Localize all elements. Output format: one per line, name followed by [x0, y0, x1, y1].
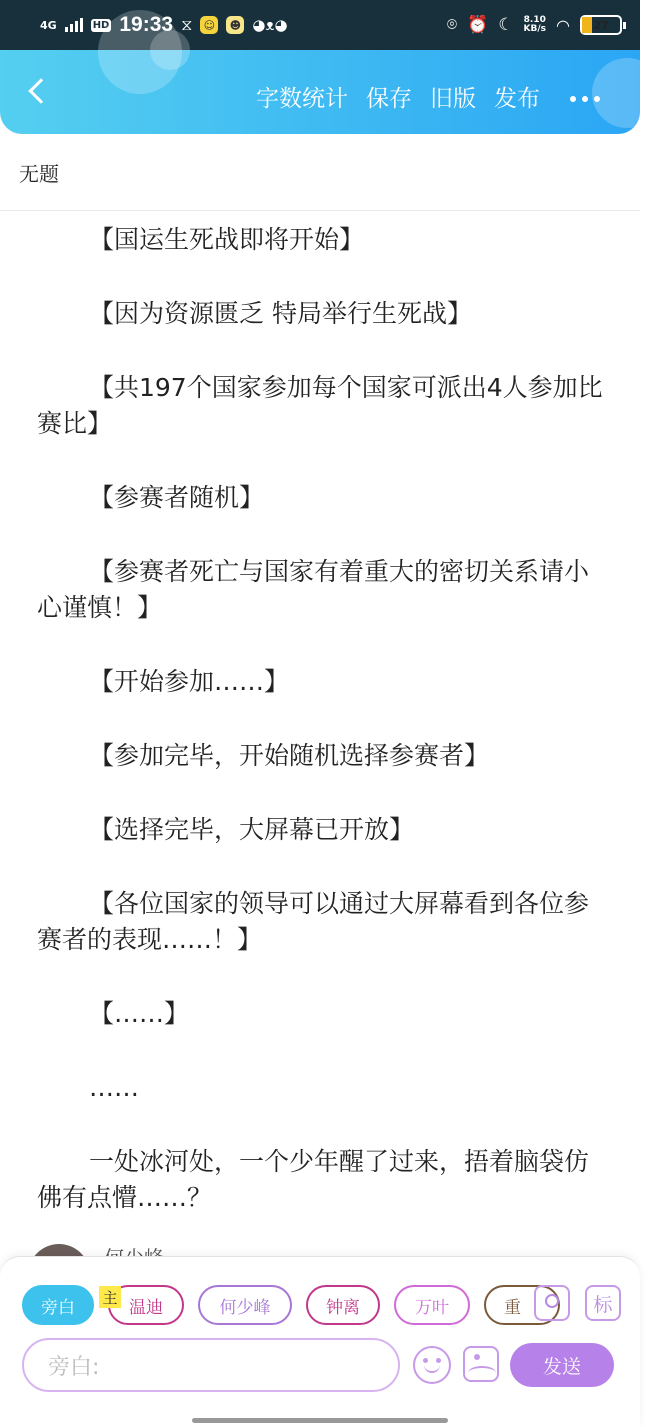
old-version-button[interactable]: 旧版	[430, 86, 476, 112]
role-chip-wanye[interactable]: 万叶	[394, 1285, 470, 1325]
tag-button[interactable]: 标	[585, 1285, 621, 1321]
back-button[interactable]	[20, 74, 54, 108]
paragraph: 【……】	[89, 999, 190, 1028]
role-chip-zhongli[interactable]: 钟离	[306, 1285, 380, 1325]
clock: 19:33	[119, 13, 174, 36]
person-card-icon[interactable]	[534, 1285, 570, 1321]
word-count-button[interactable]: 字数统计	[256, 86, 348, 112]
home-indicator[interactable]	[192, 1418, 448, 1423]
paragraph: 【开始参加……】	[89, 667, 290, 696]
alarm-icon: ⏰	[467, 15, 489, 35]
role-chip-zhong[interactable]: 重	[484, 1285, 560, 1325]
paragraph: 【共197个国家参加每个国家可派出4人参加比赛比】	[37, 373, 603, 438]
role-selector	[22, 1285, 521, 1325]
paragraph: 【参赛者死亡与国家有着重大的密切关系请小心谨慎！】	[37, 557, 590, 622]
paragraph: 【国运生死战即将开始】	[89, 225, 365, 254]
network-type: 4G	[40, 18, 57, 32]
wifi-icon: ◠	[556, 15, 570, 35]
divider	[0, 210, 640, 211]
signal-icon	[65, 18, 83, 32]
paragraph: 一处冰河处，一个少年醒了过来，捂着脑袋仿佛有点懵……？	[37, 1147, 590, 1212]
chevron-left-icon	[28, 78, 53, 103]
emoji-icon[interactable]	[413, 1346, 451, 1384]
role-chip-wendi[interactable]: 温迪	[108, 1285, 184, 1325]
paragraph: 【因为资源匮乏 特局举行生死战】	[89, 299, 472, 328]
hourglass-icon: ⧖	[181, 15, 193, 34]
message-input[interactable]: 旁白:	[22, 1338, 400, 1392]
decorative-bubble	[150, 30, 190, 70]
network-speed: 8.10 KB/s	[523, 15, 547, 34]
cat-icon: ◕ᴥ◕	[252, 16, 288, 34]
document-title[interactable]: 无题	[19, 162, 59, 186]
paragraph: ……	[89, 1073, 139, 1102]
location-icon: ⌾	[446, 15, 458, 35]
image-icon[interactable]	[463, 1346, 499, 1382]
paragraph: 【各位国家的领导可以通过大屏幕看到各位参赛者的表现……！】	[37, 889, 590, 954]
publish-button[interactable]: 发布	[494, 86, 540, 112]
app-bar	[0, 50, 640, 134]
app-notification-icon: ☺	[200, 16, 218, 34]
more-icon[interactable]	[570, 96, 600, 102]
main-character-badge: 主	[99, 1286, 121, 1308]
do-not-disturb-icon: ☾	[498, 15, 514, 35]
role-chip-heshaofeng[interactable]: 何少峰	[198, 1285, 292, 1325]
hd-badge: HD	[92, 19, 110, 31]
status-bar	[0, 0, 640, 50]
decorative-bubble	[592, 58, 662, 128]
app-notification-icon: ☻	[226, 16, 244, 34]
send-button[interactable]: 发送	[510, 1343, 614, 1387]
paragraph: 【参加完毕，开始随机选择参赛者】	[89, 741, 490, 770]
paragraph: 【选择完毕，大屏幕已开放】	[89, 815, 415, 844]
save-button[interactable]: 保存	[366, 86, 412, 112]
battery-icon: 27	[580, 15, 622, 35]
document-body[interactable]	[37, 222, 607, 1254]
role-chip-narrator[interactable]: 旁白	[22, 1285, 94, 1325]
paragraph: 【参赛者随机】	[89, 483, 265, 512]
